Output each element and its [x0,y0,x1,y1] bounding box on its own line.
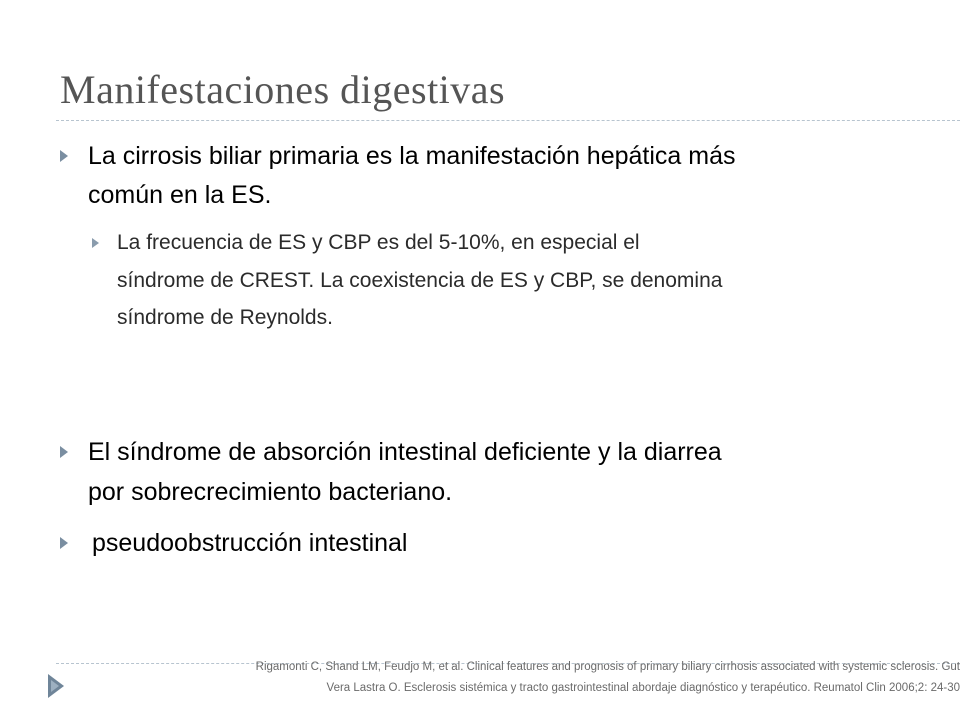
triangle-bullet-icon [60,446,68,458]
triangle-bullet-icon [60,150,68,162]
slide-title: Manifestaciones digestivas [60,67,506,112]
bullet-1-line-2: común en la ES. [88,181,272,209]
references [120,657,960,699]
sub-bullet-line-2: síndrome de CREST. La coexistencia de ES y CBP, se denomina [117,269,723,292]
sub-bullet-line-3: síndrome de Reynolds. [117,306,333,329]
reference-2: Vera Lastra O. Esclerosis sistémica y tracto gastrointestinal abordaje diagnóstico y terapéutico. Reumatol Clin 2006;2: 24-30 [326,682,960,694]
bullet-1-line-1: La cirrosis biliar primaria es la manifestación hepática más [88,142,736,170]
reference-1: Rigamonti C, Shand LM, Feudjo M, et al. Clinical features and prognosis of primary biliary cirrhosis associated with systemic sclerosis. Gut [255,661,960,673]
bullet-3-line-1: pseudoobstrucción intestinal [92,529,408,557]
triangle-corner-inner-icon [51,680,59,692]
sub-bullet-line-1: La frecuencia de ES y CBP es del 5-10%, en especial el [117,231,640,254]
title-divider [56,120,960,121]
bullet-2-line-2: por sobrecrecimiento bacteriano. [88,478,453,506]
triangle-bullet-icon [92,238,99,248]
triangle-bullet-icon [60,537,68,549]
bullet-2-line-1: El síndrome de absorción intestinal deficiente y la diarrea [88,438,722,466]
